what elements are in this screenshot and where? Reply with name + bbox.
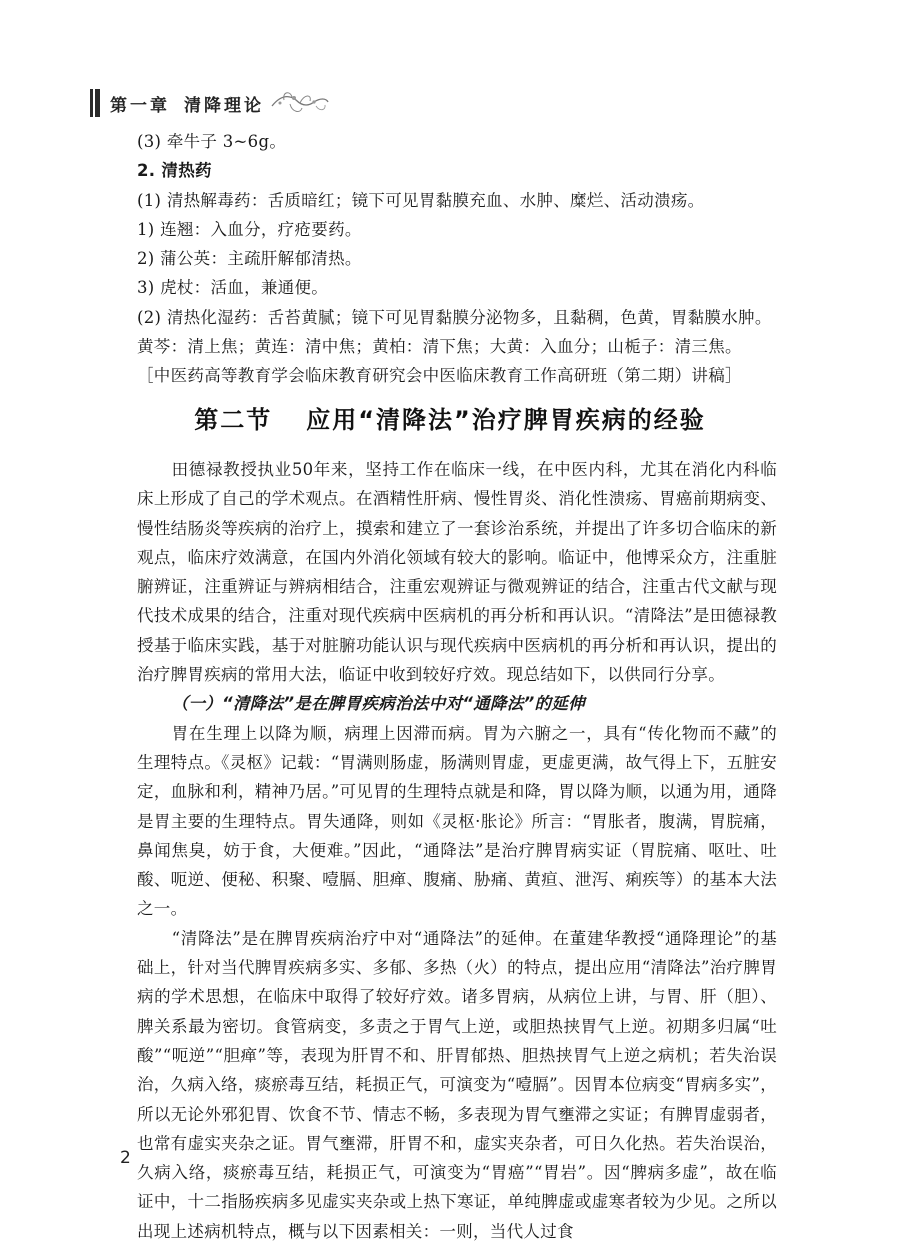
section-title: 应用“清降法”治疗脾胃疾病的经验 [306,406,706,434]
list-item: 3) 虎杖：活血，兼通便。 [137,278,329,298]
floral-ornament-icon [270,88,330,118]
header-title: 清降理论 [184,95,264,116]
list-heading: 2. 清热药 [137,161,212,181]
page-number: 2 [120,1148,131,1168]
list-item: (1) 清热解毒药：舌质暗红；镜下可见胃黏膜充血、水肿、糜烂、活动溃疡。 [137,190,705,210]
list-item: (3) 牵牛子 3~6g。 [137,132,287,151]
body-paragraph: “清降法”是在脾胃疾病治疗中对“通降法”的延伸。在董建华教授“通降理论”的基础上，针对当代脾胃疾病多实、多郁、多热（火）的特点，提出应用“清降法”治疗脾胃病的学术思想，在临床中取得了较好疗效。诸多胃病，从病位上讲，与胃、肝（胆）、脾关系最为密切。食管病变，多责之于胃气上逆，或胆热挟胃气上逆。初期多归属“吐酸”“呃逆”“胆瘅”等，表现为肝胃不和、肝胃郁热、胆热挟胃气上逆之病机；若失治误治，久病入络，痰瘀毒互结，耗损正气，可演变为“噎膈”。因胃本位病变“胃病多实”，所以无论外邪犯胃、饮食不节、情志不畅，多表现为胃气壅滞之实证；有脾胃虚弱者，也常有虚实夹杂之证。胃气壅滞，肝胃不和，虚实夹杂者，可日久化热。若失治误治，久病入络，痰瘀毒互结，耗损正气，可演变为“胃癌”“胃岩”。因“脾病多虚”，故在临证中，十二指肠疾病多见虚实夹杂或上热下寒证，单纯脾虚或虚寒者较为少见。之所以出现上述病机特点，概与以下因素相关：一则，当代人过食 [137,928,777,1241]
header-text [110,91,264,116]
subsection-heading: （一）“清降法”是在脾胃疾病治法中对“通降法”的延伸 [171,694,585,714]
list-item: 黄芩：清上焦；黄连：清中焦；黄柏：清下焦；大黄：入血分；山栀子：清三焦。 [137,337,742,357]
main-text [137,455,777,1246]
section-heading [0,400,900,435]
source-citation: ［中医药高等教育学会临床教育研究会中医临床教育工作高研班（第二期）讲稿］ [137,366,742,386]
header-bar-decoration [90,89,100,117]
body-paragraph: 胃在生理上以降为顺，病理上因滞而病。胃为六腑之一，具有“传化物而不藏”的生理特点。《灵枢》记载：“胃满则肠虚，肠满则胃虚，更虚更满，故气得上下，五脏安定，血脉和利，精神乃居。”可见胃的生理特点就是和降，胃以降为顺，以通为用，通降是胃主要的生理特点。胃失通降，则如《灵枢·胀论》所言：“胃胀者，腹满，胃脘痛，鼻闻焦臭，妨于食，大便难。”因此，“通降法”是治疗脾胃病实证（胃脘痛、呕吐、吐酸、呃逆、便秘、积聚、噎膈、胆瘅、腹痛、胁痛、黄疸、泄泻、痢疾等）的基本大法之一。 [137,723,777,919]
list-item: (2) 清热化湿药：舌苔黄腻；镜下可见胃黏膜分泌物多，且黏稠，色黄，胃黏膜水肿。 [137,307,772,327]
list-item: 2) 蒲公英：主疏肝解郁清热。 [137,249,362,269]
intro-paragraph: 田德禄教授执业50年来，坚持工作在临床一线，在中医内科，尤其在消化内科临床上形成了自己的学术观点。在酒精性肝病、慢性胃炎、消化性溃疡、胃癌前期病变、慢性结肠炎等疾病的治疗上，摸索和建立了一套诊治系统，并提出了许多切合临床的新观点，临床疗效满意，在国内外消化领域有较大的影响。临证中，他博采众方，注重脏腑辨证，注重辨证与辨病相结合，注重宏观辨证与微观辨证的结合，注重古代文献与现代技术成果的结合，注重对现代疾病中医病机的再分析和再认识。“清降法”是田德禄教授基于临床实践，基于对脏腑功能认识与现代疾病中医病机的再分析和再认识，提出的治疗脾胃疾病的常用大法，临证中收到较好疗效。现总结如下，以供同行分享。 [137,460,777,685]
header-chapter: 第一章 [110,95,170,116]
running-header [90,86,330,120]
section-number: 第二节 [194,406,273,434]
list-item: 1) 连翘：入血分，疗疮要药。 [137,219,362,239]
herb-list [137,127,777,391]
